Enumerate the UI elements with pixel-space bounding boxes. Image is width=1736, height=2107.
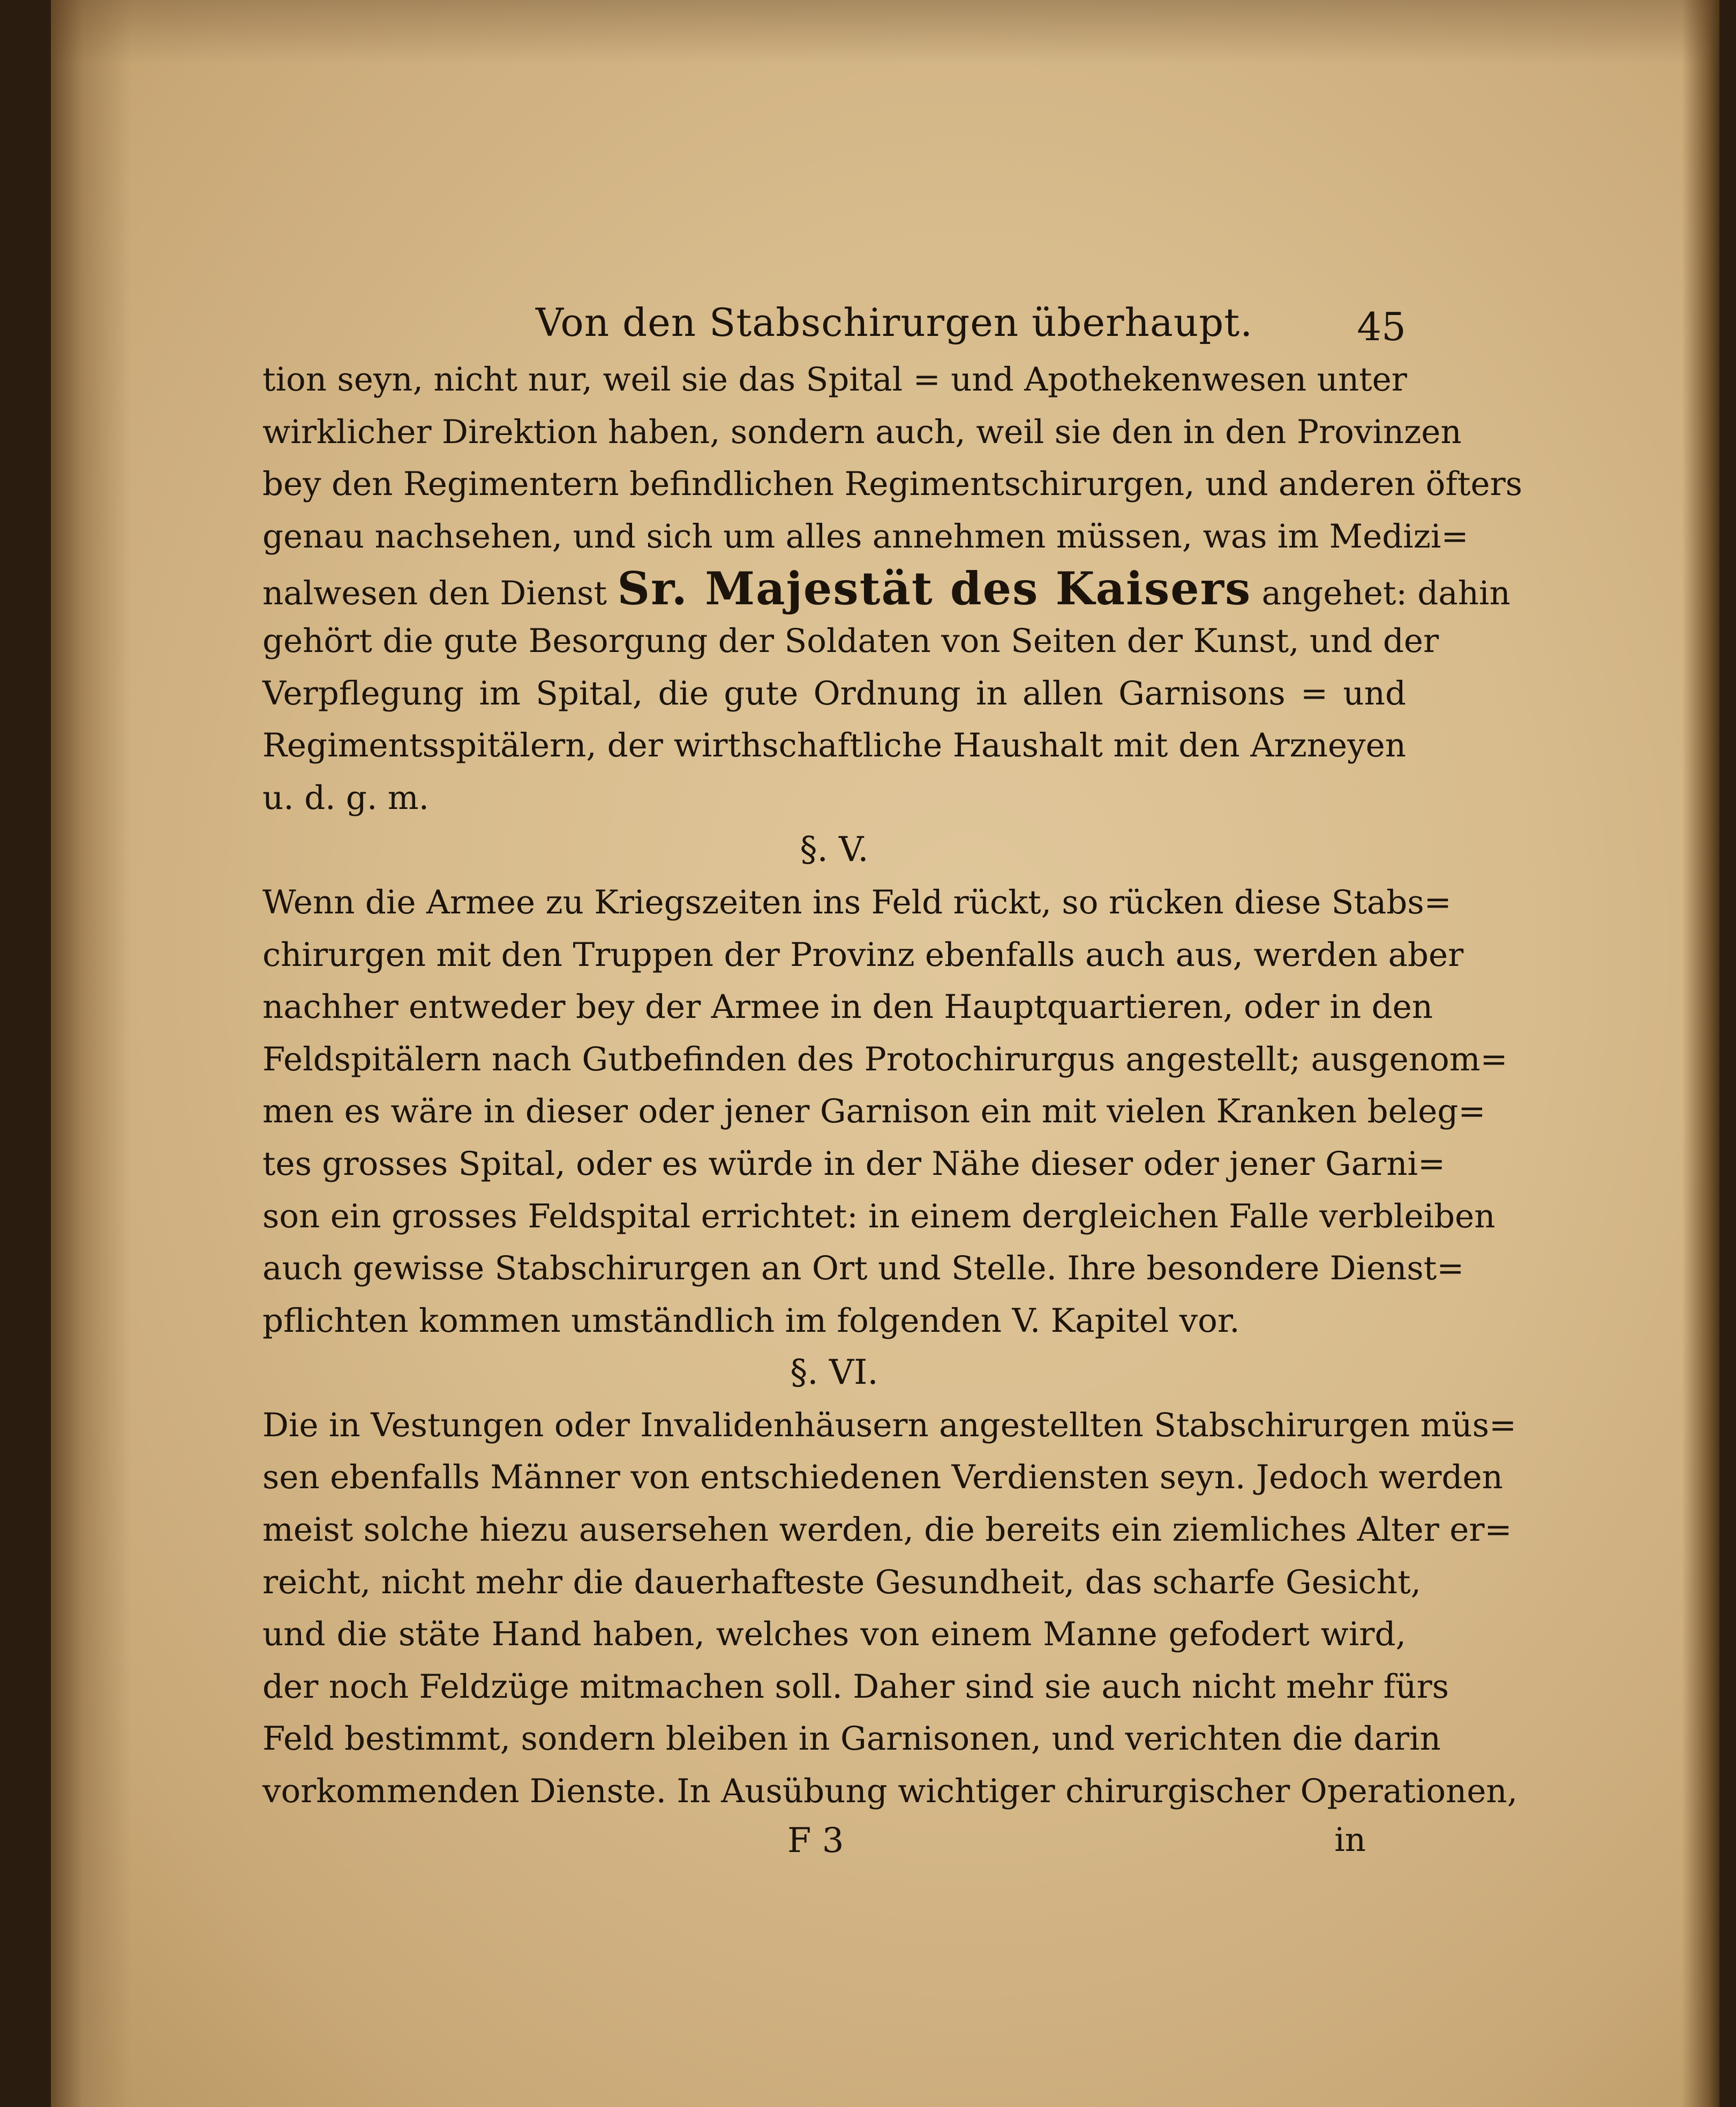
text-line: son ein grosses Feldspital errichtet: in einem dergleichen Falle verbleiben bbox=[262, 1197, 1495, 1235]
text-line: der noch Feldzüge mitmachen soll. Daher sind sie auch nicht mehr fürs bbox=[262, 1667, 1449, 1706]
text-line: und die stäte Hand haben, welches von einem Manne gefodert wird, bbox=[262, 1615, 1406, 1654]
text-line: nachher entweder bey der Armee in den Hauptquartieren, oder in den bbox=[262, 988, 1433, 1026]
text-line-emphasis bbox=[262, 562, 1510, 616]
running-head: Von den Stabschirurgen überhaupt. bbox=[536, 300, 1253, 345]
text-line: wirklicher Direktion haben, sondern auch, weil sie den in den Provinzen bbox=[262, 413, 1462, 451]
emphasized-title: Sr. Majestät des Kaisers bbox=[617, 562, 1252, 616]
text-block bbox=[262, 289, 1523, 1871]
signature-mark: F 3 bbox=[787, 1820, 844, 1861]
text-line: Die in Vestungen oder Invalidenhäusern angestellten Stabschirurgen müs= bbox=[262, 1406, 1517, 1444]
text-line: auch gewisse Stabschirurgen an Ort und Stelle. Ihre besondere Dienst= bbox=[262, 1249, 1464, 1288]
text-line: Feld bestimmt, sondern bleiben in Garnisonen, und verichten die darin bbox=[262, 1720, 1441, 1758]
text-line: reicht, nicht mehr die dauerhafteste Gesundheit, das scharfe Gesicht, bbox=[262, 1563, 1421, 1601]
binding-gutter bbox=[51, 0, 131, 2107]
text-line: chirurgen mit den Truppen der Provinz ebenfalls auch aus, werden aber bbox=[262, 935, 1464, 974]
text-line: pflichten kommen umständlich im folgenden V. Kapitel vor. bbox=[262, 1301, 1240, 1340]
page-number: 45 bbox=[1357, 304, 1406, 349]
text-line: gehört die gute Besorgung der Soldaten von Seiten der Kunst, und der bbox=[262, 621, 1439, 660]
text-line: vorkommenden Dienste. In Ausübung wichtiger chirurgischer Operationen, bbox=[262, 1772, 1518, 1811]
section-heading: §. V. bbox=[800, 830, 869, 870]
text-line: u. d. g. m. bbox=[262, 778, 429, 817]
text-line: men es wäre in dieser oder jener Garnison ein mit vielen Kranken beleg= bbox=[262, 1092, 1486, 1131]
text-line: genau nachsehen, und sich um alles annehmen müssen, was im Medizi= bbox=[262, 517, 1469, 556]
text-line: sen ebenfalls Männer von entschiedenen Verdiensten seyn. Jedoch werden bbox=[262, 1458, 1503, 1497]
text-line: tion seyn, nicht nur, weil sie das Spital = und Apothekenwesen unter bbox=[262, 361, 1407, 399]
text-line: Wenn die Armee zu Kriegszeiten ins Feld rückt, so rücken diese Stabs= bbox=[262, 883, 1452, 921]
text-line: Verpflegung im Spital, die gute Ordnung in allen Garnisons = und bbox=[262, 674, 1406, 713]
section-heading: §. VI. bbox=[790, 1353, 878, 1393]
page-top-shadow bbox=[51, 0, 1719, 64]
text-line: meist solche hiezu ausersehen werden, die bereits ein ziemliches Alter er= bbox=[262, 1511, 1512, 1549]
text-line: Regimentsspitälern, der wirthschaftliche Haushalt mit den Arzneyen bbox=[262, 726, 1406, 765]
catchword: in bbox=[1334, 1820, 1366, 1859]
page-edge bbox=[1682, 0, 1719, 2107]
text-fragment: angehet: dahin bbox=[1261, 574, 1510, 613]
text-line: Feldspitälern nach Gutbefinden des Protochirurgus angestellt; ausgenom= bbox=[262, 1040, 1508, 1078]
text-line: tes grosses Spital, oder es würde in der Nähe dieser oder jener Garni= bbox=[262, 1144, 1446, 1183]
text-line: bey den Regimentern befindlichen Regimentschirurgen, und anderen öfters bbox=[262, 465, 1523, 504]
page-header bbox=[262, 289, 1406, 354]
page-footer bbox=[262, 1818, 1406, 1871]
text-fragment: nalwesen den Dienst bbox=[262, 574, 607, 613]
